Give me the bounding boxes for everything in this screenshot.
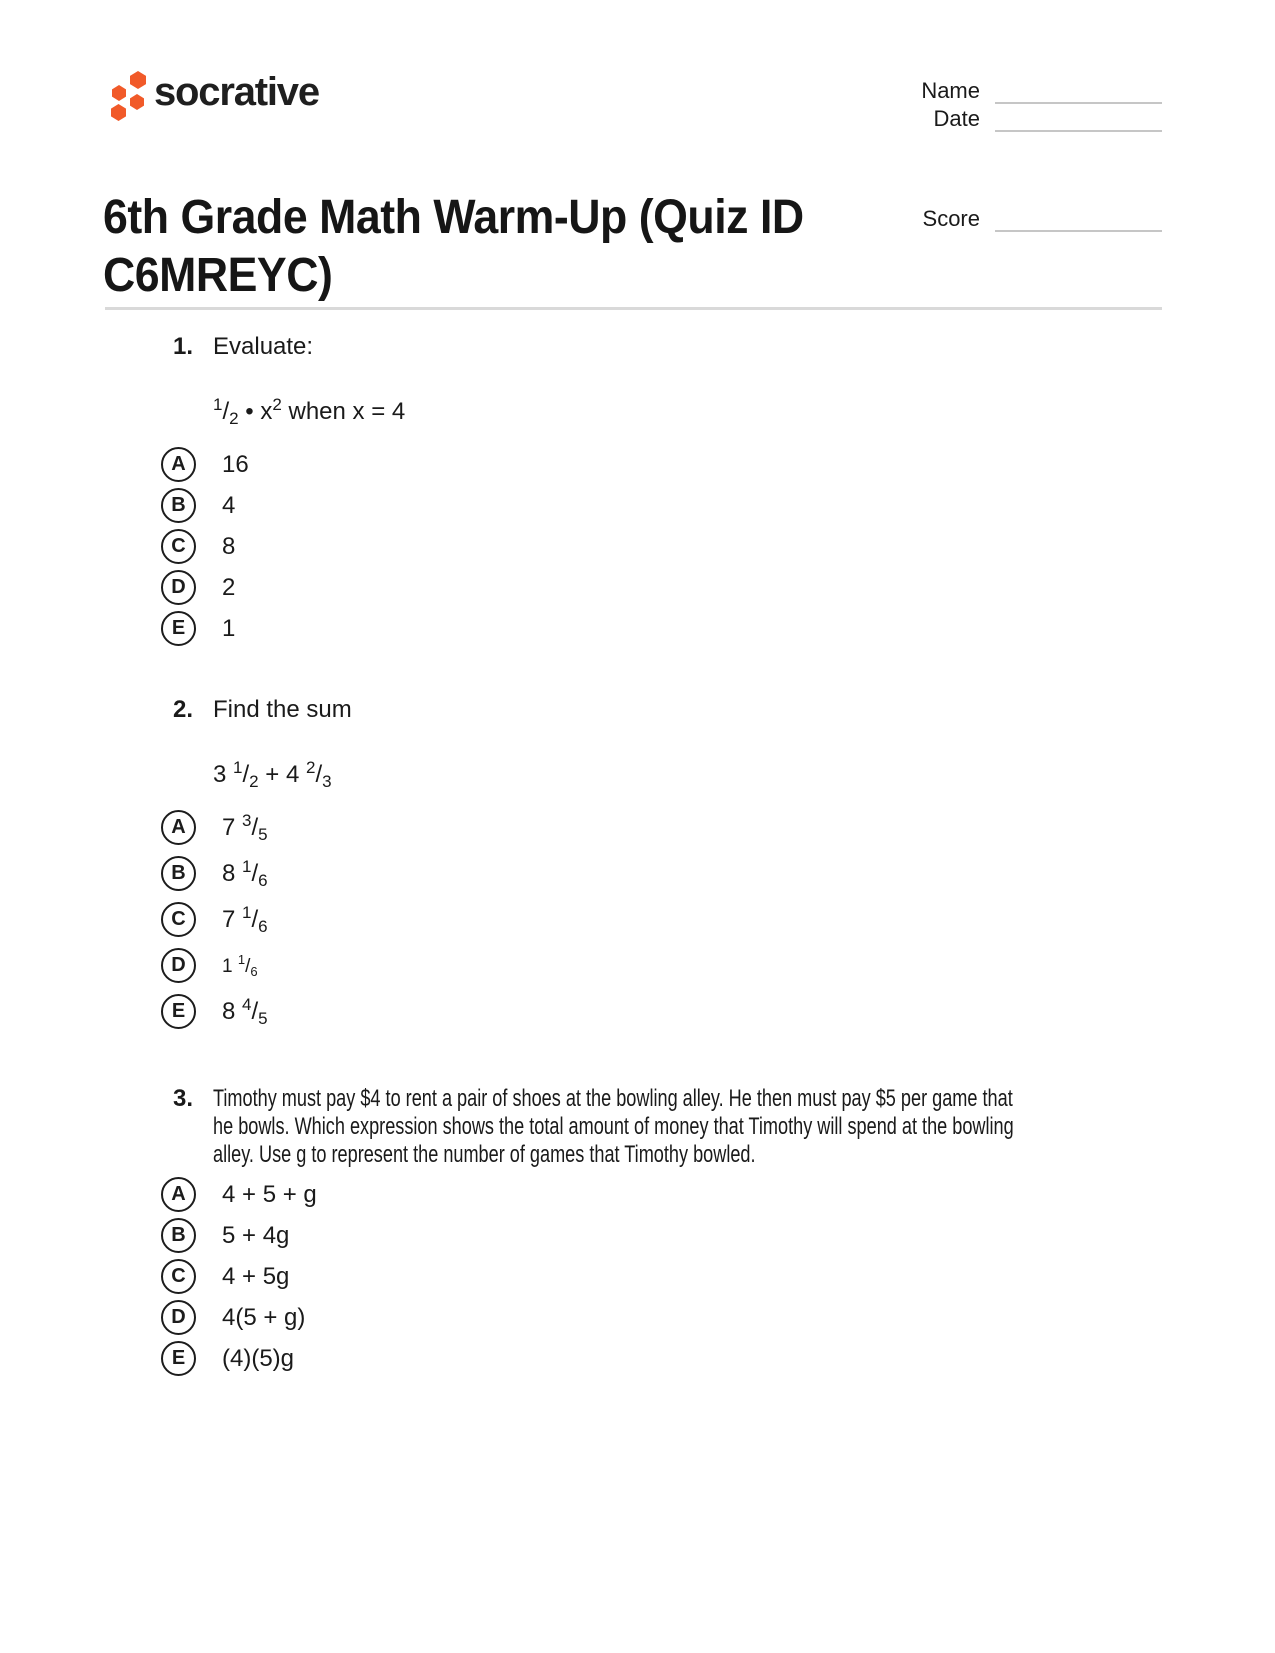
question-number: 1. — [172, 333, 193, 360]
option-bubble[interactable]: D — [161, 948, 196, 983]
option-bubble[interactable]: E — [161, 994, 196, 1029]
logo-wordmark: socrative — [154, 70, 319, 114]
question-number: 3. — [172, 1085, 193, 1112]
question-number: 2. — [172, 696, 193, 723]
fraction-slash: / — [315, 761, 323, 788]
score-row — [870, 204, 1162, 232]
option-bubble[interactable]: B — [161, 856, 196, 891]
date-label: Date — [933, 106, 980, 131]
page-title: 6th Grade Math Warm-Up (Quiz ID C6MREYC) — [103, 191, 804, 303]
question-expression — [213, 750, 1275, 800]
answer-option[interactable] — [161, 488, 1275, 523]
answer-option[interactable] — [161, 994, 1275, 1029]
exponent: 2 — [272, 395, 282, 414]
fraction-numerator: 1 — [233, 758, 243, 777]
answer-option[interactable] — [161, 1177, 1275, 1212]
options-list — [0, 1177, 1275, 1376]
date-blank-line[interactable] — [995, 106, 1162, 132]
logo-hexagon-icon — [112, 85, 126, 101]
score-block — [870, 204, 1162, 232]
options-list — [0, 810, 1275, 1029]
answer-option[interactable] — [161, 1341, 1275, 1376]
option-bubble[interactable]: A — [161, 447, 196, 482]
question-2 — [0, 696, 1275, 1029]
option-text: 2 — [222, 573, 236, 601]
answer-option[interactable] — [161, 1300, 1275, 1335]
name-blank-line[interactable] — [995, 78, 1162, 104]
option-bubble[interactable]: C — [161, 529, 196, 564]
option-bubble[interactable]: B — [161, 1218, 196, 1253]
name-row — [870, 76, 1162, 104]
expression-middle: • x — [238, 398, 273, 425]
option-text: 4 + 5g — [222, 1262, 290, 1290]
option-bubble[interactable]: A — [161, 810, 196, 845]
option-bubble[interactable]: D — [161, 1300, 196, 1335]
name-date-block — [870, 76, 1162, 132]
logo-hexagon-icon — [111, 104, 126, 121]
answer-option[interactable] — [161, 529, 1275, 564]
option-text: (4)(5)g — [222, 1344, 295, 1372]
answer-option[interactable] — [161, 902, 1275, 937]
question-stem: Find the sum — [213, 696, 352, 723]
option-text: 7 $^1/_6$ — [222, 902, 268, 936]
name-label: Name — [921, 78, 980, 103]
answer-option[interactable] — [161, 611, 1275, 646]
option-text: 5 + 4g — [222, 1221, 290, 1249]
score-blank-line[interactable] — [995, 206, 1162, 232]
fraction-denominator: 2 — [249, 772, 259, 791]
score-label: Score — [922, 206, 980, 231]
option-bubble[interactable]: B — [161, 488, 196, 523]
option-bubble[interactable]: E — [161, 611, 196, 646]
answer-option[interactable] — [161, 810, 1275, 845]
question-stem: Evaluate: — [213, 333, 314, 360]
socrative-logo — [100, 64, 400, 124]
fraction-numerator: 1 — [213, 395, 223, 414]
answer-option[interactable] — [161, 1259, 1275, 1294]
fraction-denominator: 3 — [322, 772, 332, 791]
logo-hexagon-icon — [130, 71, 146, 89]
option-bubble[interactable]: E — [161, 1341, 196, 1376]
fraction-numerator: 2 — [306, 758, 316, 777]
option-text: 1 — [222, 614, 236, 642]
option-text: 8 $^4/_5$ — [222, 994, 268, 1028]
answer-option[interactable] — [161, 447, 1275, 482]
option-text: 16 — [222, 450, 249, 478]
fraction-slash: / — [222, 398, 230, 425]
date-row — [870, 104, 1162, 132]
option-text: 1 $^1/_6$ — [222, 952, 258, 979]
answer-option[interactable] — [161, 570, 1275, 605]
option-bubble[interactable]: D — [161, 570, 196, 605]
option-text: 4 + 5 + g — [222, 1180, 317, 1208]
answer-option[interactable] — [161, 856, 1275, 891]
mixed-number-whole: 3 — [213, 761, 234, 788]
fraction-denominator: 2 — [229, 409, 239, 428]
question-3 — [0, 1085, 1275, 1376]
option-bubble[interactable]: A — [161, 1177, 196, 1212]
question-list — [0, 310, 1275, 1382]
options-list — [0, 447, 1275, 646]
option-text: 8 — [222, 532, 236, 560]
option-text: 7 $^3/_5$ — [222, 810, 268, 844]
option-text: 8 $^1/_6$ — [222, 856, 268, 890]
answer-option[interactable] — [161, 1218, 1275, 1253]
logo-hexagon-icon — [130, 94, 144, 110]
option-text: 4 — [222, 491, 236, 519]
question-1 — [0, 333, 1275, 646]
option-bubble[interactable]: C — [161, 1259, 196, 1294]
answer-option[interactable] — [161, 948, 1275, 983]
option-bubble[interactable]: C — [161, 902, 196, 937]
option-text: 4(5 + g) — [222, 1303, 306, 1331]
question-stem: Timothy must pay $4 to rent a pair of shoes at the bowling alley. He then must pay $5 per game that he bowls. Which expression shows the total amount of money that Timothy will spend at the bowling alley. Use g to represent the number of games that Timothy bowled. — [213, 1085, 1014, 1168]
question-expression — [213, 387, 1275, 437]
fraction-slash: / — [242, 761, 250, 788]
mixed-number-whole: 4 — [285, 761, 306, 788]
expression-tail: when x = 4 — [281, 398, 406, 425]
operator: + — [258, 761, 286, 788]
